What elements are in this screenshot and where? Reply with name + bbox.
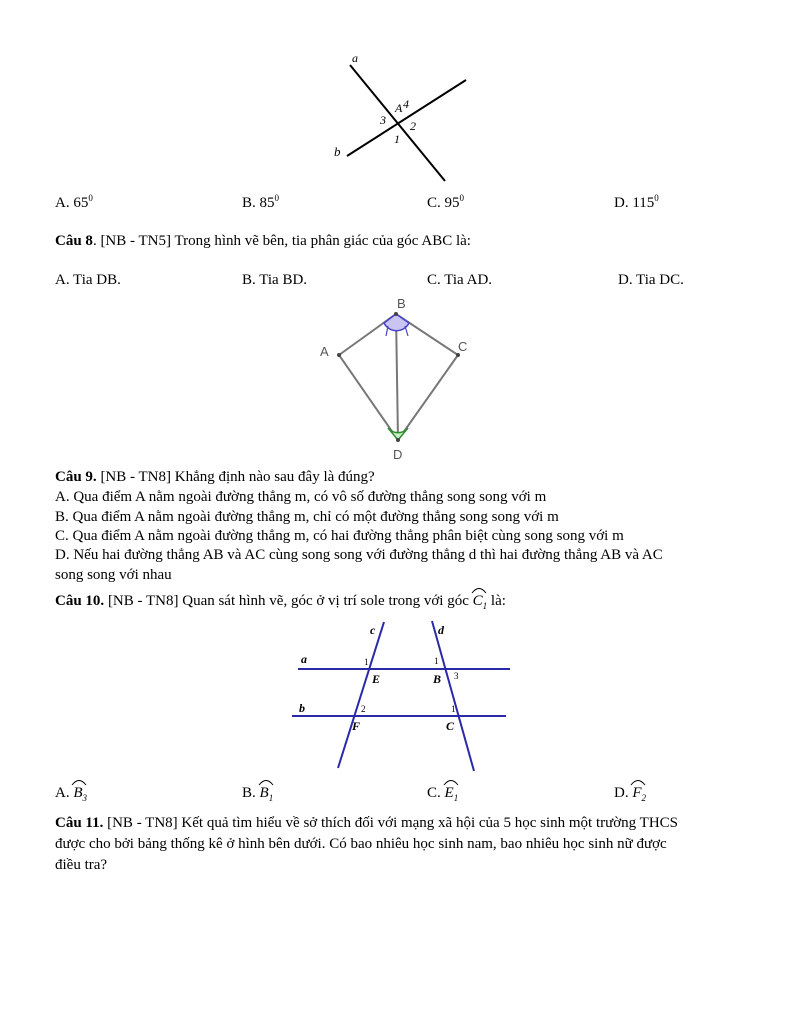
label-d: d xyxy=(438,623,444,637)
angle-sub: 3 xyxy=(82,793,88,803)
label-b: b xyxy=(334,144,341,159)
label-C1: 1 xyxy=(451,704,456,714)
option-letter: B. xyxy=(242,785,256,801)
option-letter: A. xyxy=(55,785,70,801)
q11-text-line-2: được cho bởi bảng thống kê ở hình bên dưới. Có bao nhiêu học sinh nam, bao nhiêu học sinh nữ được xyxy=(55,836,667,852)
point-d xyxy=(396,438,400,442)
angle-letter: C xyxy=(472,593,483,609)
q8-question xyxy=(55,233,471,250)
q8-option-a[interactable]: A. Tia DB. xyxy=(55,272,121,288)
label-B: B xyxy=(397,296,406,311)
intersecting-lines-figure xyxy=(320,48,480,188)
label-E1: 1 xyxy=(364,657,369,667)
line-b xyxy=(347,80,466,156)
label-F2: 2 xyxy=(361,704,366,714)
label-A: A xyxy=(395,101,403,115)
label-a: a xyxy=(301,652,307,666)
label-C: C xyxy=(458,339,468,354)
q10-option-b[interactable] xyxy=(242,785,273,803)
q8-option-d[interactable]: D. Tia DC. xyxy=(618,272,684,288)
point-b xyxy=(394,312,398,316)
label-c: c xyxy=(370,623,376,637)
q9-option-c[interactable]: C. Qua điểm A nằm ngoài đường thẳng m, có hai đường thẳng phân biệt cùng song song với m xyxy=(55,528,624,544)
option-value: 65 xyxy=(73,195,89,211)
q10-label: Câu 10. xyxy=(55,593,105,609)
label-1: 1 xyxy=(394,132,400,146)
q9-question xyxy=(55,469,375,486)
label-4: 4 xyxy=(403,97,409,111)
q11-text-line-3: điều tra? xyxy=(55,857,108,873)
angle-letter: B xyxy=(259,785,269,801)
label-2: 2 xyxy=(410,119,416,133)
ray-bd xyxy=(396,314,398,440)
label-D: D xyxy=(393,447,403,462)
label-C: C xyxy=(446,719,455,733)
angle-f2 xyxy=(632,785,646,803)
angle-letter: B xyxy=(73,785,83,801)
angle-sub: 1 xyxy=(268,793,274,803)
q8-label: Câu 8 xyxy=(55,233,93,249)
label-a: a xyxy=(352,51,358,65)
angle-sub: 1 xyxy=(453,793,459,803)
q8-option-b[interactable]: B. Tia BD. xyxy=(242,272,308,288)
angle-hat-icon xyxy=(443,778,459,786)
q10-option-d[interactable] xyxy=(614,785,646,803)
q10-option-a[interactable] xyxy=(55,785,87,803)
degree-sup: 0 xyxy=(654,193,659,203)
q9-option-b[interactable]: B. Qua điểm A nằm ngoài đường thẳng m, chỉ có một đường thẳng song song với m xyxy=(55,509,559,525)
angle-c1 xyxy=(473,593,488,611)
q9-option-a[interactable]: A. Qua điểm A nằm ngoài đường thẳng m, có vô số đường thẳng song song với m xyxy=(55,489,547,505)
degree-sup: 0 xyxy=(459,193,465,203)
angle-hat-icon xyxy=(258,778,274,786)
q10-text: [NB - TN8] Quan sát hình vẽ, góc ở vị trí sole trong với góc xyxy=(104,593,473,609)
angle-hat-icon xyxy=(71,778,87,786)
label-B1: 1 xyxy=(434,656,439,666)
q10-options xyxy=(0,785,792,805)
label-b: b xyxy=(299,701,305,715)
q9-text: [NB - TN8] Khẳng định nào sau đây là đúng? xyxy=(96,469,375,485)
q11-question xyxy=(55,815,678,832)
label-3: 3 xyxy=(380,113,386,127)
angle-sub: 2 xyxy=(641,793,647,803)
q8-option-c[interactable]: C. Tia AD. xyxy=(427,272,493,288)
q9-option-d-continued: song song với nhau xyxy=(55,567,172,583)
angle-hat-icon xyxy=(630,778,646,786)
q10-text-end: là: xyxy=(487,593,506,609)
option-value: 85 xyxy=(259,195,275,211)
line-c xyxy=(338,622,384,768)
option-letter: D. xyxy=(614,785,629,801)
option-letter: A. xyxy=(55,195,70,211)
q7-options xyxy=(0,193,792,213)
line-d xyxy=(432,621,474,771)
option-letter: C. xyxy=(427,785,441,801)
q7-option-c[interactable] xyxy=(427,193,464,212)
label-B: B xyxy=(433,672,442,686)
point-a xyxy=(337,353,341,357)
angle-letter: F xyxy=(632,785,642,801)
angle-e1 xyxy=(445,785,459,803)
q8-text: . [NB - TN5] Trong hình vẽ bên, tia phân giác của góc ABC là: xyxy=(92,233,471,249)
label-F: F xyxy=(352,719,361,733)
label-B3: 3 xyxy=(454,671,459,681)
option-value: 115 xyxy=(632,195,655,211)
q10-question xyxy=(55,593,506,611)
option-letter: D. xyxy=(614,195,629,211)
kite-figure xyxy=(316,294,476,464)
q11-text-line-1: [NB - TN8] Kết quả tìm hiểu về sở thích đối với mạng xã hội của 5 học sinh một trường THCS xyxy=(103,815,678,831)
q11-label: Câu 11. xyxy=(55,815,104,831)
label-E: E xyxy=(372,672,381,686)
q7-option-b[interactable] xyxy=(242,193,279,212)
q7-option-d[interactable] xyxy=(614,193,659,212)
q9-option-d[interactable]: D. Nếu hai đường thẳng AB và AC cùng song song với đường thẳng d thì hai đường thẳng AB và AC xyxy=(55,547,663,563)
parallel-lines-figure xyxy=(280,616,520,778)
q9-label: Câu 9. xyxy=(55,469,97,485)
option-letter: B. xyxy=(242,195,256,211)
q10-option-c[interactable] xyxy=(427,785,458,803)
angle-sub: 1 xyxy=(482,601,488,611)
q7-option-a[interactable] xyxy=(55,193,93,212)
q8-options xyxy=(0,272,792,292)
angle-b3 xyxy=(73,785,87,803)
angle-b1 xyxy=(260,785,274,803)
angle-hat-icon xyxy=(471,586,487,594)
angle-letter: E xyxy=(444,785,454,801)
option-value: 95 xyxy=(444,195,460,211)
degree-sup: 0 xyxy=(88,193,93,203)
option-letter: C. xyxy=(427,195,441,211)
label-A: A xyxy=(320,344,329,359)
degree-sup: 0 xyxy=(274,193,280,203)
